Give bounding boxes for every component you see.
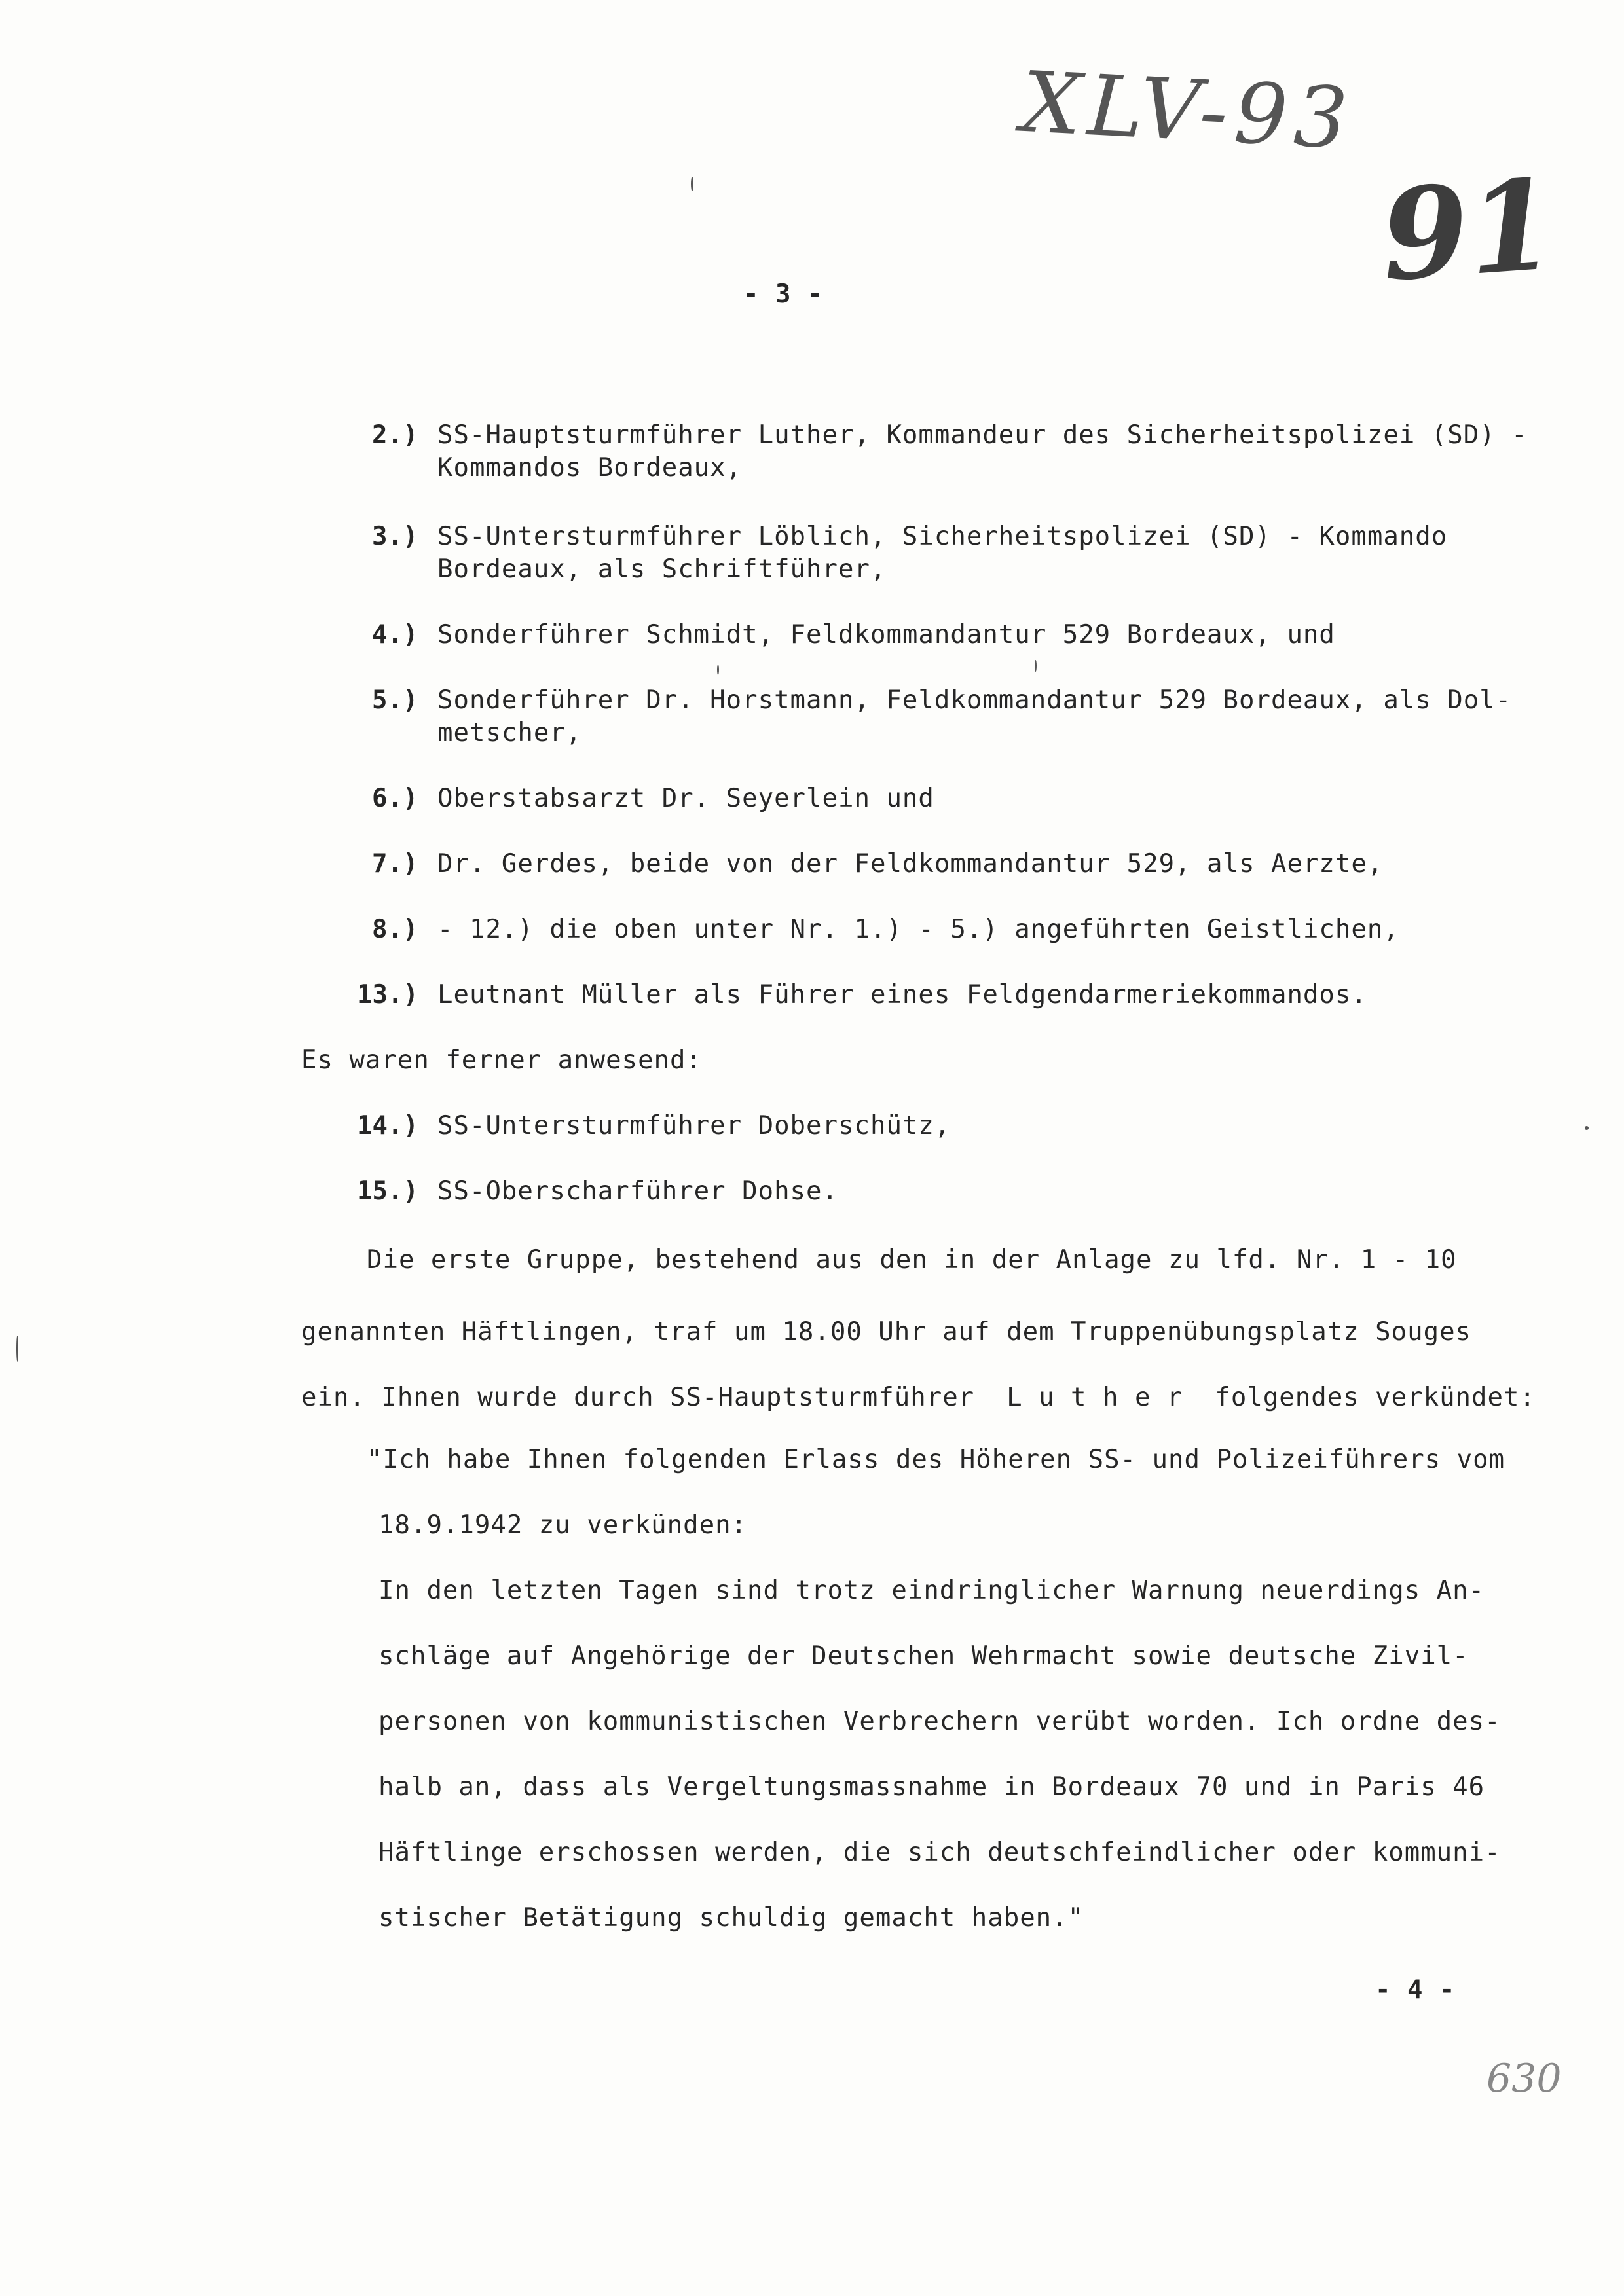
paragraph-line: genannten Häftlingen, traf um 18.00 Uhr auf dem Truppenübungsplatz Souges: [301, 1317, 1472, 1347]
quote-line: Häftlinge erschossen werden, die sich deutschfeindlicher oder kommuni-: [378, 1838, 1501, 1867]
item-number: 5.): [372, 685, 418, 715]
item-number: 4.): [372, 620, 418, 649]
item-text: Dr. Gerdes, beide von der Feldkommandantur 529, als Aerzte,: [437, 849, 1384, 879]
quote-line: stischer Betätigung schuldig gemacht haben.": [378, 1903, 1084, 1933]
quote-line: schläge auf Angehörige der Deutschen Wehrmacht sowie deutsche Zivil-: [378, 1641, 1469, 1671]
item-text: Sonderführer Dr. Horstmann, Feldkommandantur 529 Bordeaux, als Dol-: [437, 685, 1512, 715]
scan-speck: [1035, 660, 1037, 672]
item-number: 3.): [372, 522, 418, 551]
quote-line: "Ich habe Ihnen folgenden Erlass des Höheren SS- und Polizeiführers vom: [367, 1445, 1505, 1474]
scan-speck: [16, 1336, 18, 1362]
archive-mark-handwritten: XLV-93: [1019, 53, 1357, 169]
scan-speck: [717, 665, 719, 675]
item-text: - 12.) die oben unter Nr. 1.) - 5.) angeführten Geistlichen,: [437, 915, 1399, 944]
paragraph-line: ein. Ihnen wurde durch SS-Hauptsturmführer L u t h e r folgendes verkündet:: [301, 1383, 1536, 1412]
item-text: SS-Untersturmführer Doberschütz,: [437, 1111, 951, 1140]
item-text: metscher,: [437, 718, 582, 748]
item-text: Leutnant Müller als Führer eines Feldgendarmeriekommandos.: [437, 980, 1367, 1010]
scan-speck: [1585, 1126, 1589, 1130]
item-number: 13.): [357, 980, 418, 1010]
folio-number-handwritten: 91: [1376, 151, 1560, 309]
item-text: SS-Untersturmführer Löblich, Sicherheitspolizei (SD) - Kommando: [437, 522, 1448, 551]
item-text: Kommandos Bordeaux,: [437, 453, 743, 483]
quote-line: personen von kommunistischen Verbrechern verübt worden. Ich ordne des-: [378, 1707, 1501, 1736]
item-number: 2.): [372, 420, 418, 450]
item-number: 8.): [372, 915, 418, 944]
item-number: 7.): [372, 849, 418, 879]
item-text: Bordeaux, als Schriftführer,: [437, 555, 887, 584]
item-text: Sonderführer Schmidt, Feldkommandantur 529 Bordeaux, und: [437, 620, 1335, 649]
item-number: 14.): [357, 1111, 418, 1140]
item-text: SS-Oberscharführer Dohse.: [437, 1176, 838, 1206]
quote-line: In den letzten Tagen sind trotz eindringlicher Warnung neuerdings An-: [378, 1576, 1485, 1605]
scan-speck: [691, 177, 693, 191]
quote-line: halb an, dass als Vergeltungsmassnahme in Bordeaux 70 und in Paris 46: [378, 1772, 1485, 1802]
page-footer: - 4 -: [1375, 1975, 1456, 2005]
also-present-intro: Es waren ferner anwesend:: [301, 1046, 702, 1075]
item-text: SS-Hauptsturmführer Luther, Kommandeur des Sicherheitspolizei (SD) -: [437, 420, 1528, 450]
quote-line: 18.9.1942 zu verkünden:: [378, 1510, 748, 1540]
page-header: - 3 -: [743, 280, 824, 309]
item-number: 15.): [357, 1176, 418, 1206]
item-text: Oberstabsarzt Dr. Seyerlein und: [437, 784, 934, 813]
item-number: 6.): [372, 784, 418, 813]
paragraph-line: Die erste Gruppe, bestehend aus den in der Anlage zu lfd. Nr. 1 - 10: [367, 1245, 1457, 1275]
stamp-number-handwritten: 630: [1486, 2056, 1562, 2102]
